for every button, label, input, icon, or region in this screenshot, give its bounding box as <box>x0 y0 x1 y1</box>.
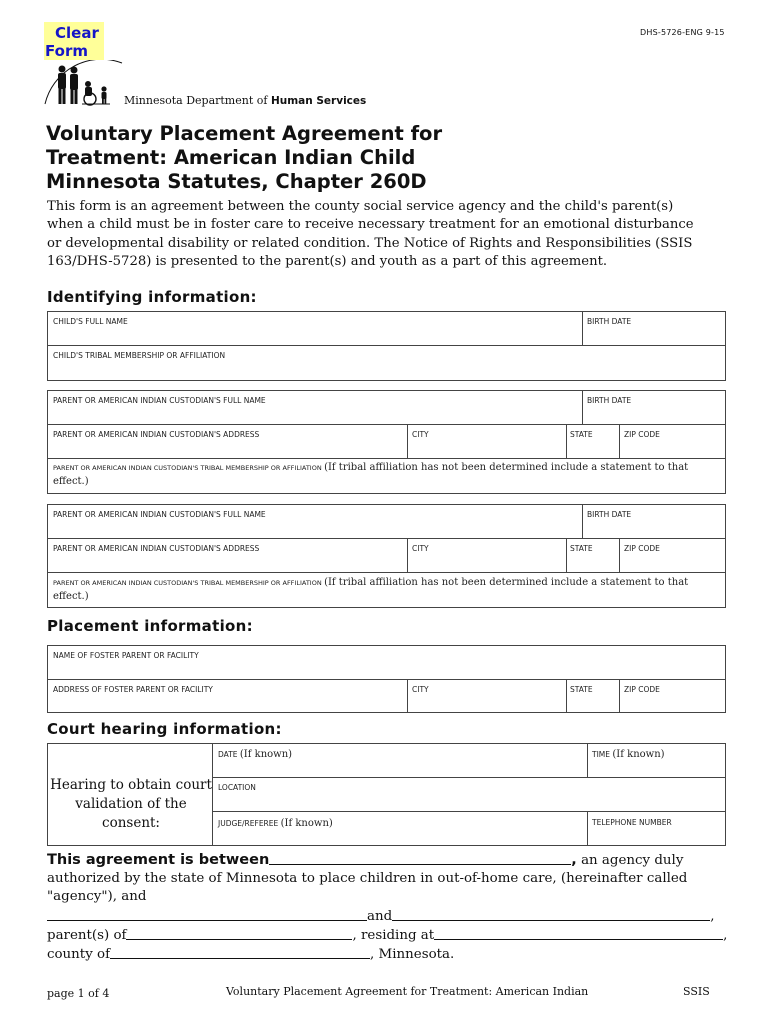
agreement-line-3: parent(s) of , residing at , <box>47 927 728 943</box>
placement-heading: Placement information: <box>47 617 253 635</box>
hearing-location-label: LOCATION <box>218 783 256 792</box>
child-name-input[interactable] <box>50 328 578 343</box>
telephone-label: TELEPHONE NUMBER <box>592 818 672 827</box>
form-id: DHS-5726-ENG 9-15 <box>640 28 725 37</box>
parent-1-name-label: PARENT OR AMERICAN INDIAN CUSTODIAN'S FULL NAME <box>53 396 266 405</box>
parent-1-blank[interactable] <box>47 907 367 921</box>
agreement-lead: This agreement is between <box>47 852 270 868</box>
child-birth-date-input[interactable] <box>586 328 722 343</box>
footer-title: Voluntary Placement Agreement for Treatment: American Indian <box>226 985 589 998</box>
court-heading: Court hearing information: <box>47 720 282 738</box>
residing-at-blank[interactable] <box>434 926 723 940</box>
clear-form-button[interactable] <box>44 22 104 60</box>
parent-1-zip-label: ZIP CODE <box>624 430 660 439</box>
title-line-1: Voluntary Placement Agreement for <box>46 122 443 145</box>
judge-label: JUDGE/REFEREE (If known) <box>218 818 333 829</box>
parent-1-birth-date-label: BIRTH DATE <box>587 396 632 405</box>
child-birth-date-label: BIRTH DATE <box>587 317 632 326</box>
footer-page-number: page 1 of 4 <box>47 987 110 1000</box>
title-line-2: Treatment: American Indian Child <box>46 146 416 169</box>
agreement-line-1: This agreement is between , an agency duly authorized by the state of Minnesota to place children in out-of-home care, (hereinafter called "agency"), and <box>47 852 688 905</box>
clear-form-label-2: Form <box>45 42 88 60</box>
parent-1-address-label: PARENT OR AMERICAN INDIAN CUSTODIAN'S ADDRESS <box>53 430 260 439</box>
child-tribal-input[interactable] <box>50 362 722 378</box>
clear-form-label-1: Clear <box>55 24 99 42</box>
agreement-line-4: county of , Minnesota. <box>47 947 455 963</box>
department-name <box>124 94 366 107</box>
parent-2-state-label: STATE <box>570 544 593 553</box>
parent-2-zip-label: ZIP CODE <box>624 544 660 553</box>
parent-1-tribal-label: PARENT OR AMERICAN INDIAN CUSTODIAN'S TRIBAL MEMBERSHIP OR AFFILIATION (If tribal affiliation has not been determined include a statement to that effect.) <box>53 462 689 487</box>
hearing-label: Hearing to obtain court validation of the consent: <box>50 777 212 831</box>
agreement-line-2: and , <box>47 907 737 926</box>
title-line-3: Minnesota Statutes, Chapter 260D <box>46 170 427 193</box>
department-bold: Human Services <box>270 95 367 107</box>
page-title <box>46 122 442 194</box>
intro-paragraph: This form is an agreement between the county social service agency and the child's parent(s) when a child must be in foster care to receive necessary treatment for an emotional disturbance or developmental disability or related condition. The Notice of Rights and Responsibilities (SSIS 163/DHS-5728) is presented to the parent(s) and youth as a part of this agreement. <box>47 199 694 269</box>
child-of-blank[interactable] <box>126 926 352 940</box>
foster-name-label: NAME OF FOSTER PARENT OR FACILITY <box>53 651 199 660</box>
parent-2-tribal-label: PARENT OR AMERICAN INDIAN CUSTODIAN'S TRIBAL MEMBERSHIP OR AFFILIATION (If tribal affiliation has not been determined include a statement to that effect.) <box>53 577 689 602</box>
foster-zip-label: ZIP CODE <box>624 685 660 694</box>
agreement-paragraph <box>47 851 737 964</box>
agreement-text-1: an agency duly authorized by the state of Minnesota to place children in out-of-home care, (hereinafter called "agency"), and <box>47 853 688 905</box>
footer-ssis: SSIS <box>683 985 710 998</box>
child-tribal-label: CHILD'S TRIBAL MEMBERSHIP OR AFFILIATION <box>53 351 226 360</box>
parent-2-address-label: PARENT OR AMERICAN INDIAN CUSTODIAN'S ADDRESS <box>53 544 260 553</box>
foster-state-label: STATE <box>570 685 593 694</box>
parent-1-city-label: CITY <box>412 430 429 439</box>
foster-city-label: CITY <box>412 685 429 694</box>
child-name-label: CHILD'S FULL NAME <box>53 317 128 326</box>
hearing-time-label: TIME (If known) <box>592 749 665 760</box>
agency-name-blank[interactable] <box>269 851 571 865</box>
department-prefix: Minnesota Department of <box>124 94 268 107</box>
parent-2-birth-date-label: BIRTH DATE <box>587 510 632 519</box>
parent-2-city-label: CITY <box>412 544 429 553</box>
parent-1-state-label: STATE <box>570 430 593 439</box>
parent-2-blank[interactable] <box>392 907 710 921</box>
identifying-heading: Identifying information: <box>47 288 257 306</box>
foster-address-label: ADDRESS OF FOSTER PARENT OR FACILITY <box>53 685 213 694</box>
hearing-date-label: DATE (If known) <box>218 749 293 760</box>
parent-2-name-label: PARENT OR AMERICAN INDIAN CUSTODIAN'S FULL NAME <box>53 510 266 519</box>
county-blank[interactable] <box>110 945 370 959</box>
